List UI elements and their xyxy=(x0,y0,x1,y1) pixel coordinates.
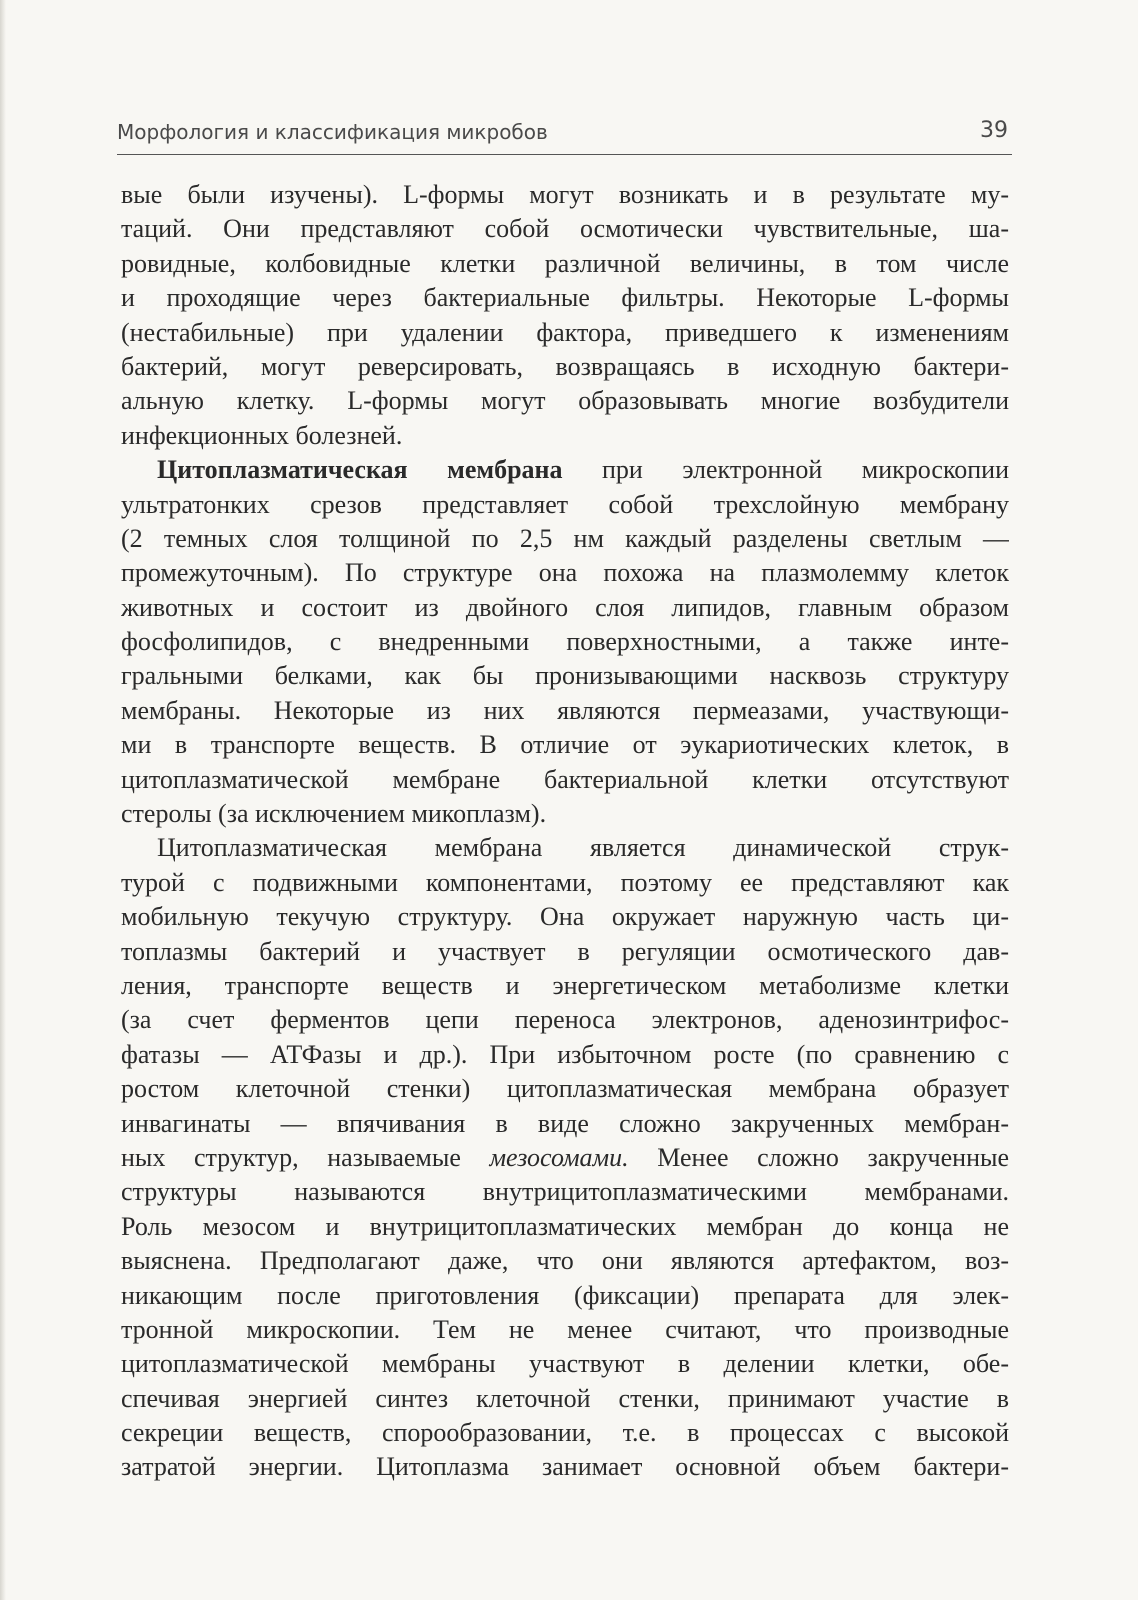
text-line: цитоплазматической мембраны участвуют в делении клетки, обе- xyxy=(121,1349,1009,1379)
running-header xyxy=(117,118,1012,155)
text-line: Цитоплазматическая мембрана является динамической струк- xyxy=(157,833,1009,863)
text-line: тронной микроскопии. Тем не менее считают, что производные xyxy=(121,1314,1009,1344)
text-line: ростом клеточной стенки) цитоплазматическая мембрана образует xyxy=(121,1074,1009,1104)
text-span: при электронной микроскопии xyxy=(562,455,1009,485)
text-line: никающим после приготовления (фиксации) препарата для элек- xyxy=(121,1280,1009,1310)
text-span: ных структур, называемые xyxy=(121,1142,490,1172)
text-line: инфекционных болезней. xyxy=(121,420,403,450)
paragraph-1 xyxy=(121,178,1009,453)
text-line: стеролы (за исключением микоплазм). xyxy=(121,799,547,829)
text-line: вые были изучены). L-формы могут возникать и в результате му- xyxy=(121,180,1009,209)
text-line: промежуточным). По структуре она похожа на плазмолемму клеток xyxy=(121,558,1009,588)
text-line: фатазы — АТФазы и др.). При избыточном росте (по сравнению с xyxy=(121,1039,1009,1069)
text-line: инвагинаты — впячивания в виде сложно закрученных мембран- xyxy=(121,1108,1009,1138)
text-line: ления, транспорте веществ и энергетическом метаболизме клетки xyxy=(121,970,1009,1000)
text-line: (за счет ферментов цепи переноса электронов, аденозинтрифос- xyxy=(121,1005,1009,1035)
paragraph-2 xyxy=(121,453,1009,831)
text-line xyxy=(121,1141,1009,1175)
text-line: таций. Они представляют собой осмотически чувствительные, ша- xyxy=(121,214,1009,244)
text-line: мобильную текучую структуру. Она окружает наружную часть ци- xyxy=(121,902,1009,932)
text-line: ультратонких срезов представляет собой трехслойную мембрану xyxy=(121,489,1009,519)
text-line: животных и состоит из двойного слоя липидов, главным образом xyxy=(121,592,1009,622)
text-line: спечивая энергией синтез клеточной стенки, принимают участие в xyxy=(121,1383,1009,1413)
body-text xyxy=(121,178,1009,1485)
text-line: турой с подвижными компонентами, поэтому ее представляют как xyxy=(121,867,1009,897)
text-line: затратой энергии. Цитоплазма занимает основной объем бактери- xyxy=(121,1452,1009,1482)
text-span: Менее сложно закрученные xyxy=(628,1142,1009,1172)
text-line: мембраны. Некоторые из них являются пермеазами, участвующи- xyxy=(121,695,1009,725)
text-line: и проходящие через бактериальные фильтры. Некоторые L-формы xyxy=(121,283,1009,313)
text-line: секреции веществ, спорообразовании, т.е. в процессах с высокой xyxy=(121,1418,1009,1448)
text-line: ми в транспорте веществ. В отличие от эукариотических клеток, в xyxy=(121,730,1009,760)
paragraph-3 xyxy=(121,831,1009,1484)
text-line: структуры называются внутрицитоплазматическими мембранами. xyxy=(121,1177,1009,1207)
page-edge-shadow xyxy=(0,0,6,1600)
header-title: Морфология и классификация микробов xyxy=(117,120,548,144)
text-line: альную клетку. L-формы могут образовывать многие возбудители xyxy=(121,386,1009,416)
text-line: бактерий, могут реверсировать, возвращаясь в исходную бактери- xyxy=(121,351,1009,381)
text-line: цитоплазматической мембране бактериальной клетки отсутствуют xyxy=(121,764,1009,794)
text-line: ровидные, колбовидные клетки различной величины, в том числе xyxy=(121,248,1009,278)
italic-term: мезосомами. xyxy=(489,1142,629,1172)
text-line: выяснена. Предполагают даже, что они являются артефактом, воз- xyxy=(121,1246,1009,1276)
page-number: 39 xyxy=(980,118,1008,143)
text-line: гральными белками, как бы пронизывающими насквозь структуру xyxy=(121,661,1009,691)
text-line: (нестабильные) при удалении фактора, приведшего к изменениям xyxy=(121,317,1009,347)
text-line: Роль мезосом и внутрицитоплазматических мембран до конца не xyxy=(121,1211,1009,1241)
text-line: фосфолипидов, с внедренными поверхностными, а также инте- xyxy=(121,627,1009,657)
text-line: (2 темных слоя толщиной по 2,5 нм каждый разделены светлым — xyxy=(121,523,1009,553)
text-line xyxy=(121,453,1009,487)
text-line: топлазмы бактерий и участвует в регуляции осмотического дав- xyxy=(121,936,1009,966)
bold-term: Цитоплазматическая мембрана xyxy=(157,455,563,485)
